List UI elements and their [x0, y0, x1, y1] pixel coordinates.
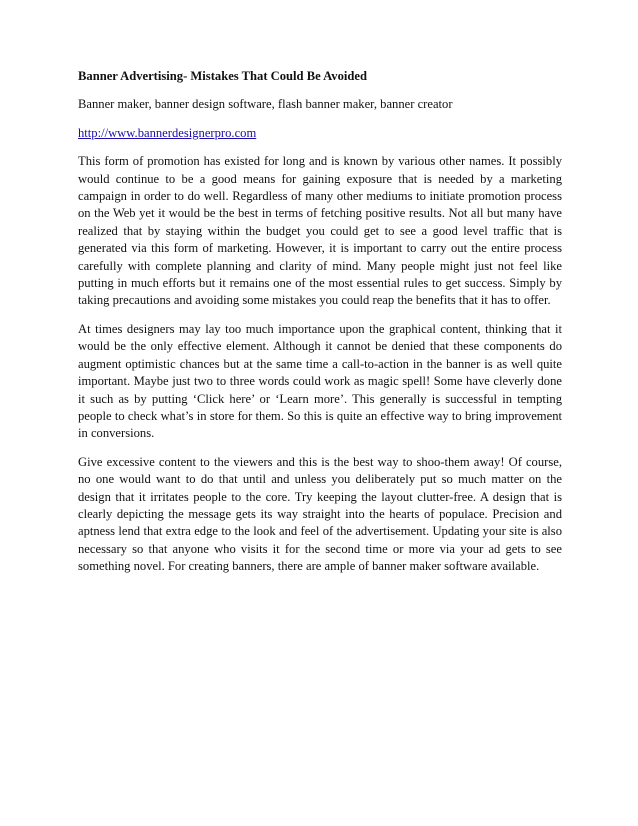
- website-link[interactable]: http://www.bannerdesignerpro.com: [78, 125, 257, 140]
- document-page: [78, 68, 562, 587]
- paragraph-3: Give excessive content to the viewers and this is the best way to shoo-them away! Of course, no one would want to do that until and unless you deliberately put so much matter on the design that it irritates people to the core. Try keeping the layout clutter-free. A design that is clearly depicting the message gets its way straight into the hearts of populace. Precision and aptness lend that extra edge to the look and feel of the advertisement. Updating your site is also necessary so that anyone who visits it for the second time or more via your ad gets to see something novel. For creating banners, there are ample of banner maker software available.: [78, 454, 562, 574]
- document-title: Banner Advertising- Mistakes That Could Be Avoided: [78, 69, 367, 83]
- keywords-line: Banner maker, banner design software, flash banner maker, banner creator: [78, 97, 453, 112]
- paragraph-2: At times designers may lay too much importance upon the graphical content, thinking that it would be the only effective element. Although it cannot be denied that these components do augment optimistic chances but at the same time a call-to-action in the banner is as well quite important. Maybe just two to three words could work as magic spell! Some have cleverly done it such as by putting ‘Click here’ or ‘Learn more’. This generally is successful in tempting people to check what’s in store for them. So this is quite an effective way to bring improvement in conversions.: [78, 321, 562, 441]
- paragraph-1: This form of promotion has existed for long and is known by various other names. It possibly would continue to be a good means for gaining exposure that is needed by a marketing campaign in order to do well. Regardless of many other mediums to initiate promotion process on the Web yet it would be the best in terms of fetching positive results. Not all but many have realized that by staying within the budget you could get to see a good level traffic that is generated via this form of marketing. However, it is important to carry out the entire process carefully with complete planning and clarity of mind. Many people might just not feel like putting in much efforts but it remains one of the most essential rules to get success. Simply by taking precautions and avoiding some mistakes you could reap the benefits that it has to offer.: [78, 154, 562, 308]
